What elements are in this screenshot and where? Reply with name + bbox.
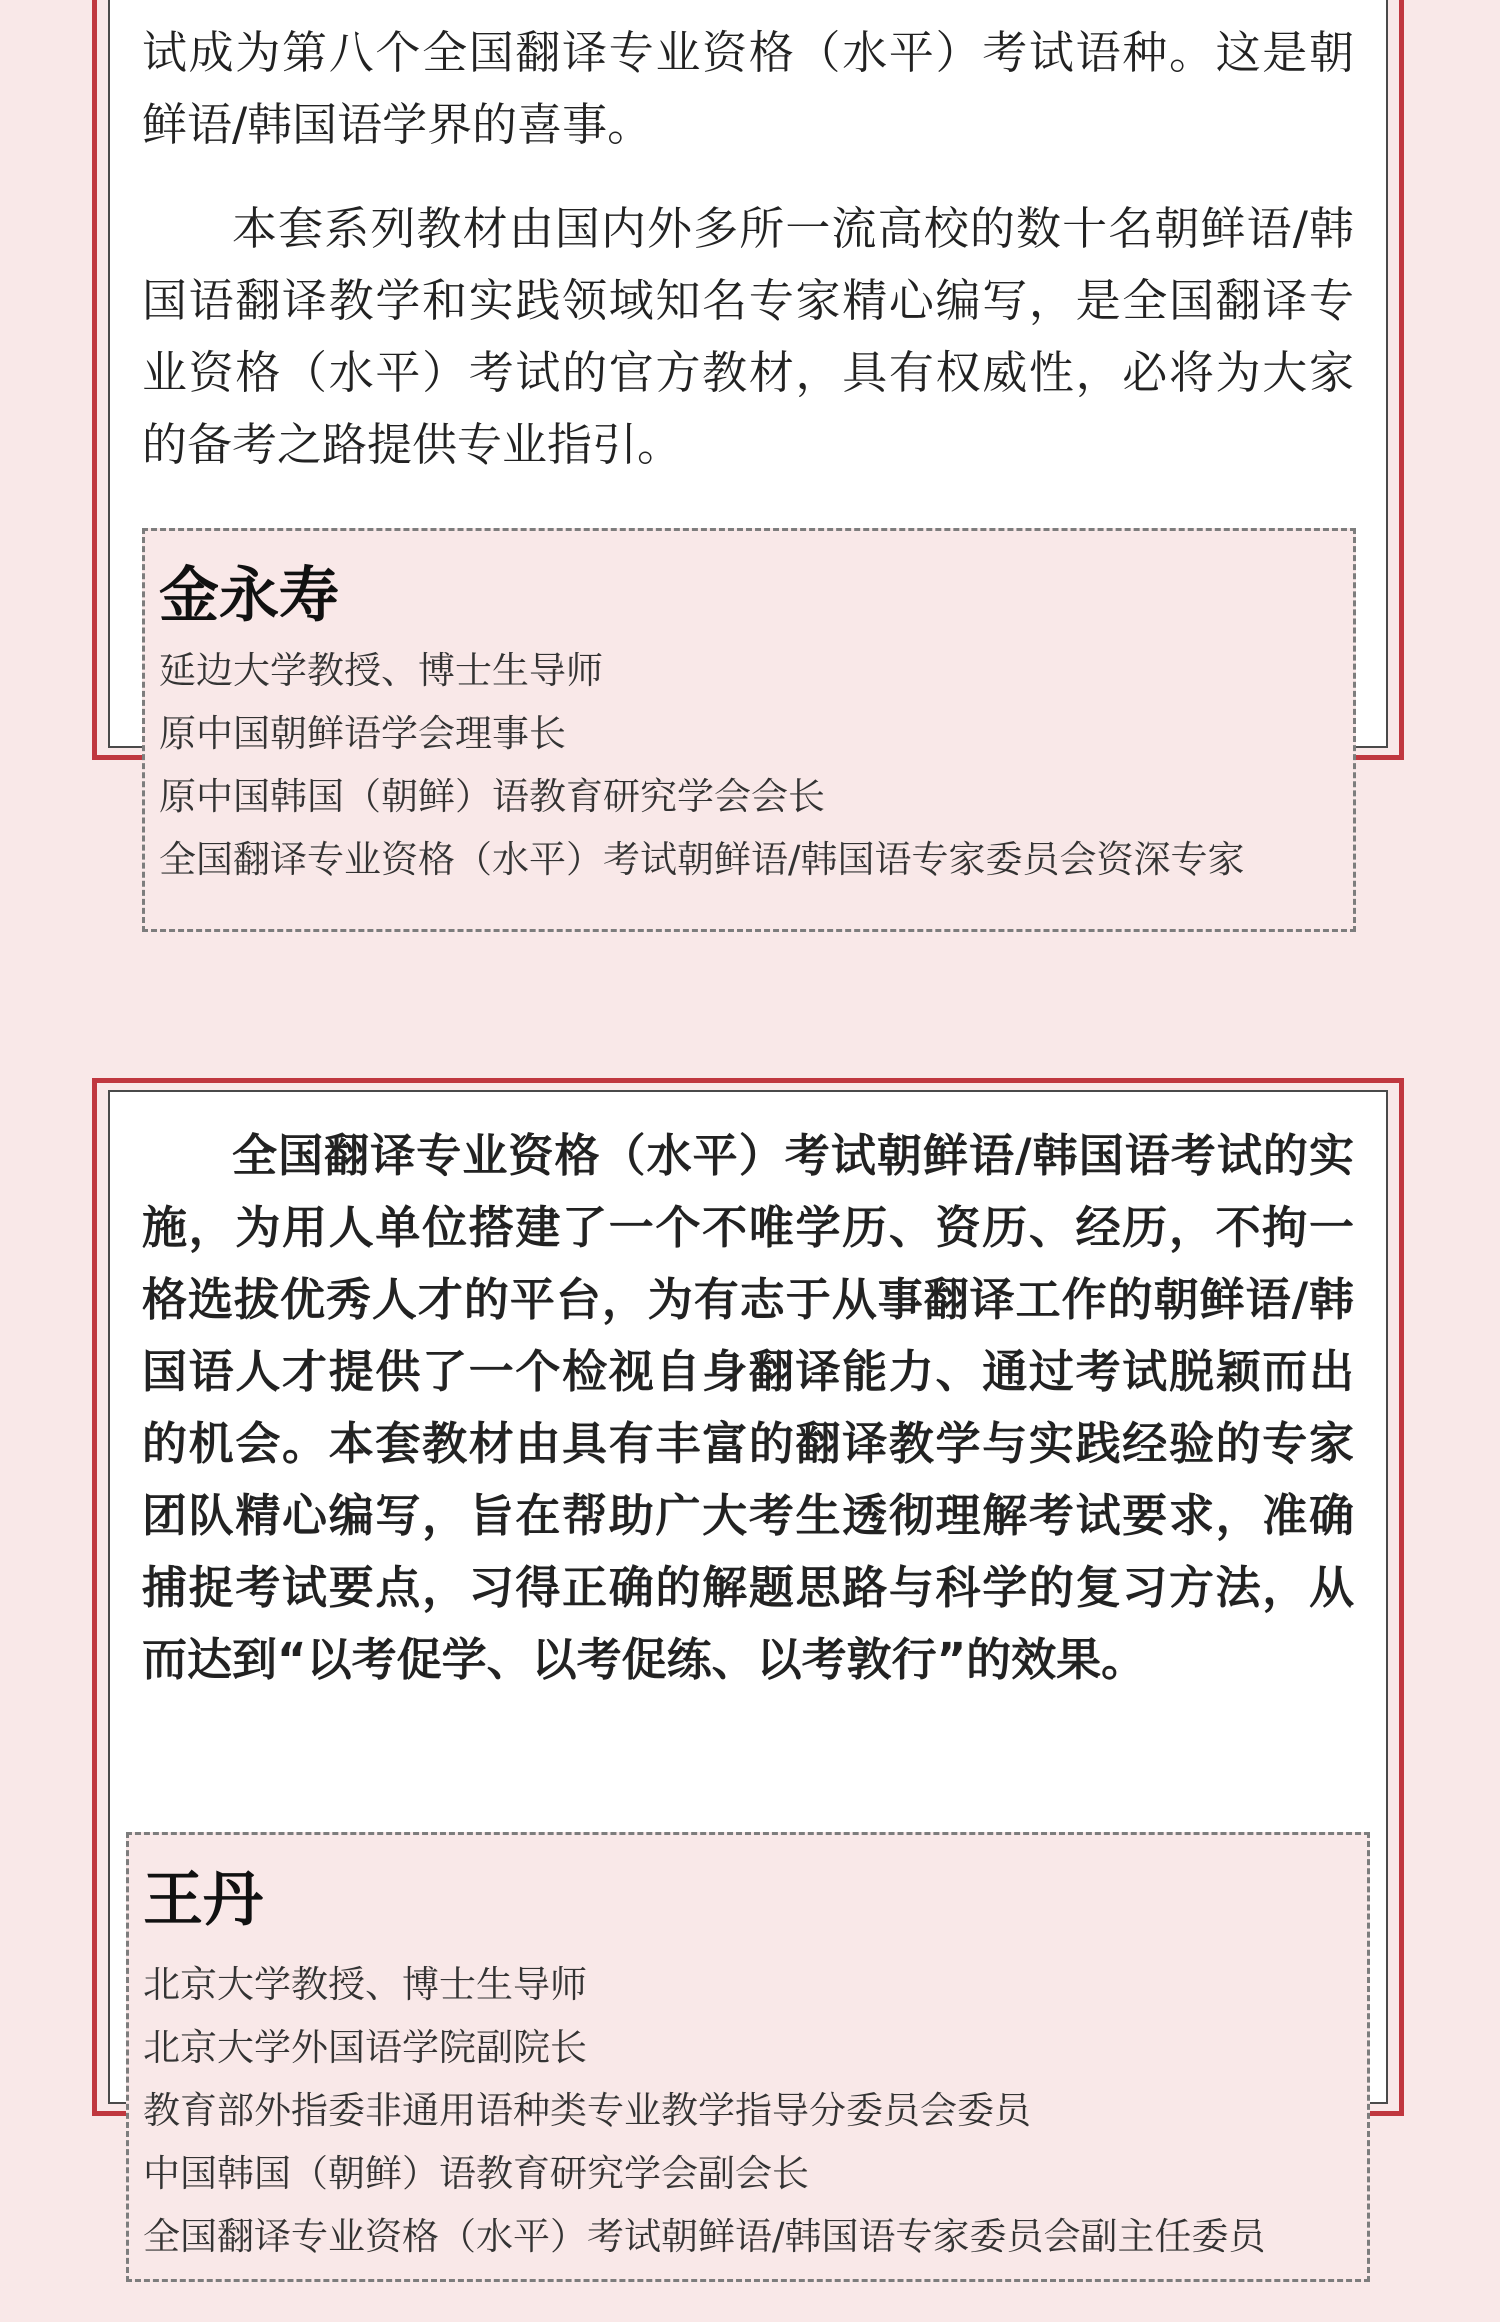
- section1-author-titles: [159, 639, 1347, 891]
- author-title-line: 全国翻译专业资格（水平）考试朝鲜语/韩国语专家委员会副主任委员: [143, 2215, 1266, 2258]
- author-title-line: 北京大学外国语学院副院长: [143, 2026, 587, 2069]
- section2-author-titles: [143, 1953, 1361, 2268]
- section2-paragraph: 全国翻译专业资格（水平）考试朝鲜语/韩国语考试的实施，为用人单位搭建了一个不唯学历、资历、经历，不拘一格选拔优秀人才的平台，为有志于从事翻译工作的朝鲜语/韩国语人才提供了一个检视自身翻译能力、通过考试脱颖而出的机会。本套教材由具有丰富的翻译教学与实践经验的专家团队精心编写，旨在帮助广大考生透彻理解考试要求，准确捕捉考试要点，习得正确的解题思路与科学的复习方法，从而达到“以考促学、以考促练、以考敦行”的效果。: [142, 1129, 1354, 1686]
- section1-author-box: [142, 528, 1356, 932]
- section1-paragraph-1: 试成为第八个全国翻译专业资格（水平）考试语种。这是朝鲜语/韩国语学界的喜事。: [142, 26, 1354, 151]
- section1-author-name: 金永寿: [159, 561, 339, 631]
- section2-author-box: [126, 1832, 1370, 2282]
- author-title-line: 原中国韩国（朝鲜）语教育研究学会会长: [159, 775, 825, 818]
- author-title-line: 北京大学教授、博士生导师: [143, 1963, 587, 2006]
- author-title-line: 全国翻译专业资格（水平）考试朝鲜语/韩国语专家委员会资深专家: [159, 838, 1245, 881]
- author-title-line: 教育部外指委非通用语种类专业教学指导分委员会委员: [143, 2089, 1031, 2132]
- author-title-line: 延边大学教授、博士生导师: [159, 649, 603, 692]
- author-title-line: 中国韩国（朝鲜）语教育研究学会副会长: [143, 2152, 809, 2195]
- author-title-line: 原中国朝鲜语学会理事长: [159, 712, 566, 755]
- section2-author-name: 王丹: [143, 1865, 263, 1935]
- section1-paragraph-2: 本套系列教材由国内外多所一流高校的数十名朝鲜语/韩国语翻译教学和实践领域知名专家精心编写，是全国翻译专业资格（水平）考试的官方教材，具有权威性，必将为大家的备考之路提供专业指引。: [142, 202, 1354, 471]
